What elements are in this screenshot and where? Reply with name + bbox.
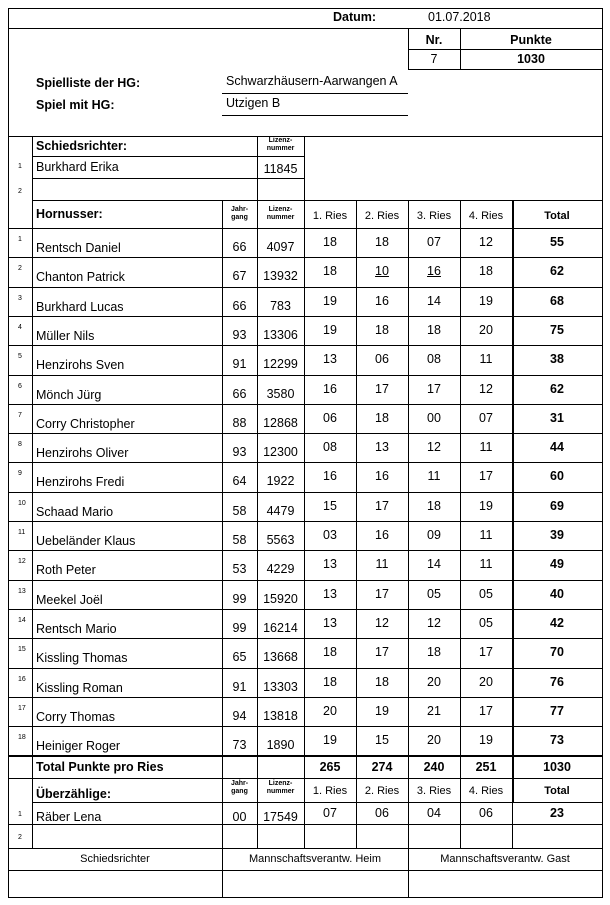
player-name: Roth Peter: [36, 563, 96, 578]
player-ries-2: 11: [375, 557, 389, 572]
player-ries-1: 18: [323, 235, 337, 249]
ries1-header: 1. Ries: [312, 210, 348, 222]
referee-num: 1: [18, 163, 22, 170]
player-ries-2: 16: [375, 469, 389, 484]
player-name: Müller Nils: [36, 328, 95, 343]
player-lizenz: 12300: [263, 445, 298, 460]
player-lizenz: 16214: [263, 620, 298, 635]
player-ries-4: 12: [479, 381, 493, 396]
grid-line: [304, 136, 305, 200]
player-jahrgang: 99: [232, 620, 247, 635]
player-ries-3: 16: [427, 264, 441, 279]
player-jahrgang: 66: [232, 386, 247, 401]
lizenz-line2: nummer: [266, 214, 295, 221]
player-ries-3: 18: [427, 645, 441, 660]
extras-ries1-header: 1. Ries: [312, 785, 348, 797]
lizenz-header: [257, 206, 304, 222]
player-name: Corry Christopher: [36, 416, 135, 431]
totals-ries1: 265: [319, 760, 341, 774]
player-jahrgang: 58: [232, 503, 247, 518]
player-ries-3: 20: [427, 733, 441, 748]
jahrgang-line1: Jahr-: [230, 780, 249, 787]
grid-line: [32, 200, 603, 201]
referees-title: Schiedsrichter:: [36, 139, 128, 153]
player-ries-3: 14: [427, 557, 441, 572]
player-name: Schaad Mario: [36, 504, 114, 519]
spielliste-value: Schwarzhäusern-Aarwangen A: [226, 74, 398, 88]
player-lizenz: 13818: [263, 708, 298, 723]
player-ries-1: 15: [323, 498, 337, 513]
player-jahrgang: 73: [232, 738, 247, 753]
player-jahrgang: 53: [232, 562, 247, 577]
player-name: Rentsch Mario: [36, 621, 117, 636]
player-number: 8: [18, 441, 22, 449]
player-lizenz: 4097: [266, 240, 295, 254]
jahrgang-line2: gang: [231, 788, 248, 795]
spielliste-label: Spielliste der HG:: [36, 76, 141, 90]
player-total: 60: [550, 469, 564, 484]
player-ries-1: 16: [323, 381, 337, 396]
player-number: 4: [18, 323, 22, 331]
player-number: 3: [18, 294, 22, 302]
player-ries-2: 13: [375, 440, 389, 455]
extra-total: 23: [550, 806, 564, 820]
player-number: 16: [18, 675, 26, 683]
player-ries-1: 19: [323, 293, 337, 308]
player-jahrgang: 91: [232, 357, 247, 372]
player-total: 69: [550, 498, 564, 513]
jahrgang-line1: Jahr-: [230, 206, 249, 213]
lizenz-line2: nummer: [266, 788, 295, 795]
player-jahrgang: 67: [232, 269, 247, 284]
player-number: 1: [18, 236, 22, 243]
grid-line: [8, 870, 603, 871]
player-ries-1: 03: [323, 528, 337, 542]
player-ries-1: 16: [323, 469, 337, 484]
extra-ries4: 06: [479, 806, 493, 820]
player-ries-4: 05: [479, 615, 493, 630]
player-total: 49: [550, 557, 564, 572]
referee-lizenz: 11845: [263, 162, 298, 176]
player-jahrgang: 93: [232, 445, 247, 460]
player-ries-2: 10: [375, 264, 389, 279]
player-total: 40: [550, 586, 564, 601]
extras-lizenz-header: [257, 780, 304, 796]
player-number: 9: [18, 470, 22, 478]
player-ries-3: 08: [427, 352, 441, 367]
player-ries-3: 18: [427, 322, 441, 337]
lizenz-label-line1: Lizenz-: [268, 137, 293, 144]
player-ries-1: 13: [323, 586, 337, 601]
lizenz-label-line2: nummer: [266, 145, 295, 152]
player-ries-2: 18: [375, 322, 389, 337]
extras-ries2-header: 2. Ries: [364, 785, 400, 797]
referee-name: Burkhard Erika: [36, 160, 119, 174]
sig-gast: Mannschaftsverantw. Gast: [440, 853, 570, 865]
player-lizenz: 12868: [263, 415, 298, 430]
player-ries-3: 12: [427, 440, 441, 455]
player-name: Chanton Patrick: [36, 270, 125, 285]
grid-line: [8, 136, 603, 137]
extra-num: 1: [18, 811, 22, 818]
player-lizenz: 13303: [263, 679, 298, 694]
datum-value: 01.07.2018: [428, 10, 491, 24]
player-ries-1: 19: [323, 733, 337, 748]
player-lizenz: 1922: [266, 474, 295, 489]
player-name: Rentsch Daniel: [36, 241, 121, 255]
player-lizenz: 4229: [266, 562, 295, 577]
sig-schiedsrichter: Schiedsrichter: [80, 853, 150, 865]
grid-line: [408, 49, 603, 50]
player-lizenz: 3580: [266, 386, 295, 401]
player-number: 17: [18, 704, 26, 712]
player-ries-1: 13: [323, 615, 337, 630]
total-header: Total: [544, 210, 570, 222]
player-ries-2: 18: [375, 410, 389, 425]
player-jahrgang: 66: [232, 298, 247, 313]
nr-value: 7: [430, 52, 438, 66]
player-jahrgang: 66: [232, 240, 247, 254]
extras-jahrgang-header: [222, 780, 257, 796]
player-lizenz: 13306: [263, 327, 298, 342]
jahrgang-line2: gang: [231, 214, 248, 221]
player-ries-4: 17: [479, 703, 493, 718]
player-ries-2: 06: [375, 352, 389, 367]
ries2-header: 2. Ries: [364, 210, 400, 222]
nr-label: Nr.: [425, 33, 443, 47]
player-ries-4: 11: [479, 440, 493, 455]
player-ries-2: 15: [375, 733, 389, 748]
player-total: 42: [550, 615, 564, 630]
player-number: 12: [18, 558, 26, 566]
player-ries-4: 11: [479, 557, 493, 572]
player-ries-3: 12: [427, 615, 441, 630]
player-total: 73: [550, 733, 564, 748]
extra-name: Räber Lena: [36, 810, 102, 824]
player-ries-3: 07: [427, 235, 441, 249]
player-lizenz: 13668: [263, 650, 298, 665]
totals-ries3: 240: [423, 760, 445, 774]
player-name: Henzirohs Oliver: [36, 446, 129, 461]
jahrgang-header: [222, 206, 257, 222]
grid-line: [408, 69, 603, 70]
player-total: 31: [550, 410, 564, 425]
lizenz-line1: Lizenz-: [268, 780, 293, 787]
player-number: 15: [18, 646, 26, 654]
player-ries-2: 19: [375, 703, 389, 718]
totals-ries4: 251: [475, 760, 497, 774]
lizenz-line1: Lizenz-: [268, 206, 293, 213]
player-name: Henzirohs Sven: [36, 358, 125, 373]
player-name: Henzirohs Fredi: [36, 475, 125, 490]
extras-ries4-header: 4. Ries: [468, 785, 504, 797]
player-ries-4: 11: [479, 352, 493, 367]
player-ries-1: 19: [323, 322, 337, 337]
grid-line: [602, 8, 603, 898]
player-ries-1: 20: [323, 703, 337, 718]
player-jahrgang: 64: [232, 474, 247, 489]
extra-lizenz: 17549: [263, 810, 298, 824]
player-lizenz: 783: [270, 298, 291, 313]
player-ries-4: 20: [479, 674, 493, 689]
extra-ries1: 07: [323, 806, 337, 820]
player-ries-3: 14: [427, 293, 441, 308]
player-ries-4: 07: [479, 410, 493, 425]
player-ries-2: 17: [375, 645, 389, 660]
player-ries-1: 18: [323, 674, 337, 689]
player-ries-2: 17: [375, 381, 389, 396]
player-ries-3: 11: [427, 469, 441, 484]
player-ries-1: 08: [323, 440, 337, 455]
grid-line: [8, 8, 9, 898]
player-ries-4: 19: [479, 733, 493, 748]
extras-ries3-header: 3. Ries: [416, 785, 452, 797]
grid-line: [222, 93, 408, 94]
extras-title: Überzählige:: [36, 787, 112, 801]
player-jahrgang: 91: [232, 679, 247, 694]
player-lizenz: 15920: [263, 591, 298, 606]
player-jahrgang: 93: [232, 327, 247, 342]
grid-line: [32, 156, 304, 157]
player-jahrgang: 88: [232, 415, 247, 430]
hornusser-header: Hornusser:: [36, 207, 103, 221]
extras-total-header: Total: [544, 785, 570, 797]
player-ries-2: 18: [375, 235, 389, 249]
totals-total: 1030: [543, 760, 571, 774]
player-ries-1: 18: [323, 264, 337, 279]
grid-line: [32, 178, 304, 179]
player-ries-1: 18: [323, 645, 337, 660]
player-number: 6: [18, 382, 22, 390]
player-total: 62: [550, 264, 564, 279]
player-total: 55: [550, 235, 564, 249]
ries3-header: 3. Ries: [416, 210, 452, 222]
grid-line: [8, 8, 603, 9]
extra-jahrgang: 00: [232, 810, 247, 824]
player-lizenz: 4479: [266, 503, 295, 518]
grid-line: [222, 115, 408, 116]
player-ries-4: 17: [479, 469, 493, 484]
player-total: 70: [550, 645, 564, 660]
player-ries-1: 13: [323, 352, 337, 367]
player-lizenz: 13932: [263, 269, 298, 284]
player-ries-4: 18: [479, 264, 493, 279]
player-name: Meekel Joël: [36, 592, 103, 607]
player-ries-4: 19: [479, 498, 493, 513]
player-name: Kissling Roman: [36, 680, 123, 695]
totals-label: Total Punkte pro Ries: [36, 760, 164, 774]
player-number: 13: [18, 587, 26, 595]
player-name: Burkhard Lucas: [36, 299, 124, 314]
player-ries-4: 17: [479, 645, 493, 660]
player-jahrgang: 99: [232, 591, 247, 606]
player-total: 76: [550, 674, 564, 689]
player-ries-4: 11: [479, 528, 493, 542]
player-number: 11: [18, 529, 26, 536]
extra-ries2: 06: [375, 806, 389, 820]
punkte-value: 1030: [517, 52, 545, 66]
grid-line: [32, 802, 603, 803]
referee-num: 2: [18, 188, 22, 195]
player-number: 14: [18, 616, 26, 624]
player-ries-3: 18: [427, 498, 441, 513]
player-name: Mönch Jürg: [36, 387, 102, 402]
spiel-label: Spiel mit HG:: [36, 98, 115, 112]
player-name: Uebeländer Klaus: [36, 534, 136, 548]
player-ries-2: 12: [375, 615, 389, 630]
player-ries-3: 00: [427, 410, 441, 425]
grid-line: [8, 848, 603, 849]
player-total: 77: [550, 703, 564, 718]
player-ries-2: 16: [375, 293, 389, 308]
grid-line: [8, 824, 603, 825]
datum-label: Datum:: [333, 10, 377, 24]
player-name: Kissling Thomas: [36, 651, 128, 666]
player-number: 7: [18, 411, 22, 419]
totals-ries2: 274: [371, 760, 393, 774]
player-total: 39: [550, 528, 564, 542]
grid-line: [8, 897, 603, 898]
player-ries-1: 06: [323, 410, 337, 425]
player-lizenz: 12299: [263, 357, 298, 372]
player-number: 5: [18, 353, 22, 361]
player-lizenz: 5563: [266, 533, 295, 547]
player-ries-4: 12: [479, 235, 493, 249]
punkte-label: Punkte: [510, 33, 552, 47]
player-ries-3: 05: [427, 586, 441, 601]
ries4-header: 4. Ries: [468, 210, 504, 222]
extra-num: 2: [18, 834, 22, 841]
spiel-value: Utzigen B: [226, 96, 281, 110]
player-ries-2: 16: [375, 528, 389, 542]
player-ries-1: 13: [323, 557, 337, 572]
player-name: Heiniger Roger: [36, 739, 121, 754]
referees-lizenz-header: [257, 137, 304, 153]
player-total: 38: [550, 352, 564, 367]
player-total: 44: [550, 440, 564, 455]
player-jahrgang: 58: [232, 533, 247, 547]
player-name: Corry Thomas: [36, 709, 115, 724]
extra-ries3: 04: [427, 806, 441, 820]
player-ries-4: 05: [479, 586, 493, 601]
sig-heim: Mannschaftsverantw. Heim: [248, 853, 382, 865]
player-ries-3: 17: [427, 381, 441, 396]
player-ries-2: 17: [375, 586, 389, 601]
player-ries-4: 19: [479, 293, 493, 308]
player-ries-2: 18: [375, 674, 389, 689]
player-total: 68: [550, 293, 564, 308]
player-ries-3: 21: [427, 703, 441, 718]
player-number: 18: [18, 734, 26, 742]
player-total: 75: [550, 322, 564, 337]
player-jahrgang: 65: [232, 650, 247, 665]
player-total: 62: [550, 381, 564, 396]
player-jahrgang: 94: [232, 708, 247, 723]
player-ries-3: 09: [427, 528, 441, 542]
player-number: 2: [18, 265, 22, 273]
player-ries-4: 20: [479, 322, 493, 337]
player-ries-2: 17: [375, 498, 389, 513]
player-ries-3: 20: [427, 674, 441, 689]
grid-line: [8, 28, 603, 29]
player-number: 10: [18, 499, 26, 507]
player-lizenz: 1890: [266, 738, 295, 753]
